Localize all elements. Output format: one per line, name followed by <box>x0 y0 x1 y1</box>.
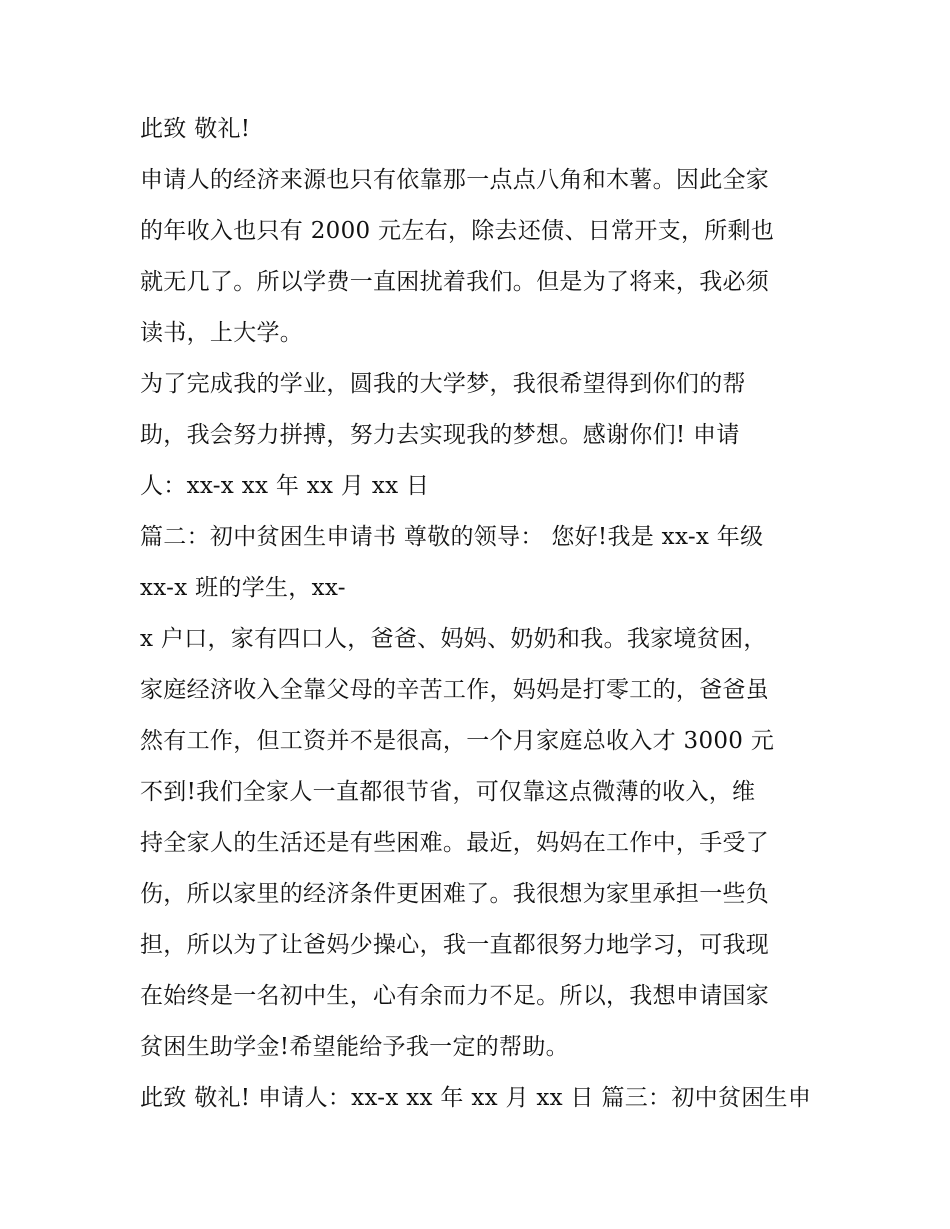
text-line: 此致 敬礼! 申请人：xx-x xx 年 xx 月 xx 日 篇三：初中贫困生申 <box>140 1085 812 1111</box>
text-line: xx-x 班的学生，xx- <box>140 575 346 601</box>
text-line: 在始终是一名初中生，心有余而力不足。所以，我想申请国家 <box>140 983 770 1009</box>
text-line: 担，所以为了让爸妈少操心，我一直都很努力地学习，可我现 <box>140 932 770 958</box>
text-line: 人：xx-x xx 年 xx 月 xx 日 <box>140 473 430 499</box>
text-line: 申请人的经济来源也只有依靠那一点点八角和木薯。因此全家 <box>140 167 770 193</box>
text-line: 的年收入也只有 2000 元左右，除去还债、日常开支，所剩也 <box>140 218 775 244</box>
text-line: 为了完成我的学业，圆我的大学梦，我很希望得到你们的帮 <box>140 371 746 397</box>
text-line: 助，我会努力拼搏，努力去实现我的梦想。感谢你们! 申请 <box>140 422 740 448</box>
text-line: 篇二：初中贫困生申请书 尊敬的领导： 您好!我是 xx-x 年级 <box>140 524 764 550</box>
text-line: 不到!我们全家人一直都很节省，可仅靠这点微薄的收入，维 <box>140 779 756 805</box>
text-line: 家庭经济收入全靠父母的辛苦工作，妈妈是打零工的，爸爸虽 <box>140 677 770 703</box>
text-line: 然有工作，但工资并不是很高，一个月家庭总收入才 3000 元 <box>140 728 775 754</box>
text-line: 贫困生助学金!希望能给予我一定的帮助。 <box>140 1034 569 1060</box>
text-line: x 户口，家有四口人，爸爸、妈妈、奶奶和我。我家境贫困， <box>140 626 767 652</box>
text-line: 持全家人的生活还是有些困难。最近，妈妈在工作中，手受了 <box>140 830 770 856</box>
text-line: 读书，上大学。 <box>140 320 304 346</box>
document-body <box>140 104 820 1124</box>
text-line: 就无几了。所以学费一直困扰着我们。但是为了将来，我必须 <box>140 269 770 295</box>
text-line: 伤，所以家里的经济条件更困难了。我很想为家里承担一些负 <box>140 881 770 907</box>
text-line: 此致 敬礼! <box>140 116 251 142</box>
